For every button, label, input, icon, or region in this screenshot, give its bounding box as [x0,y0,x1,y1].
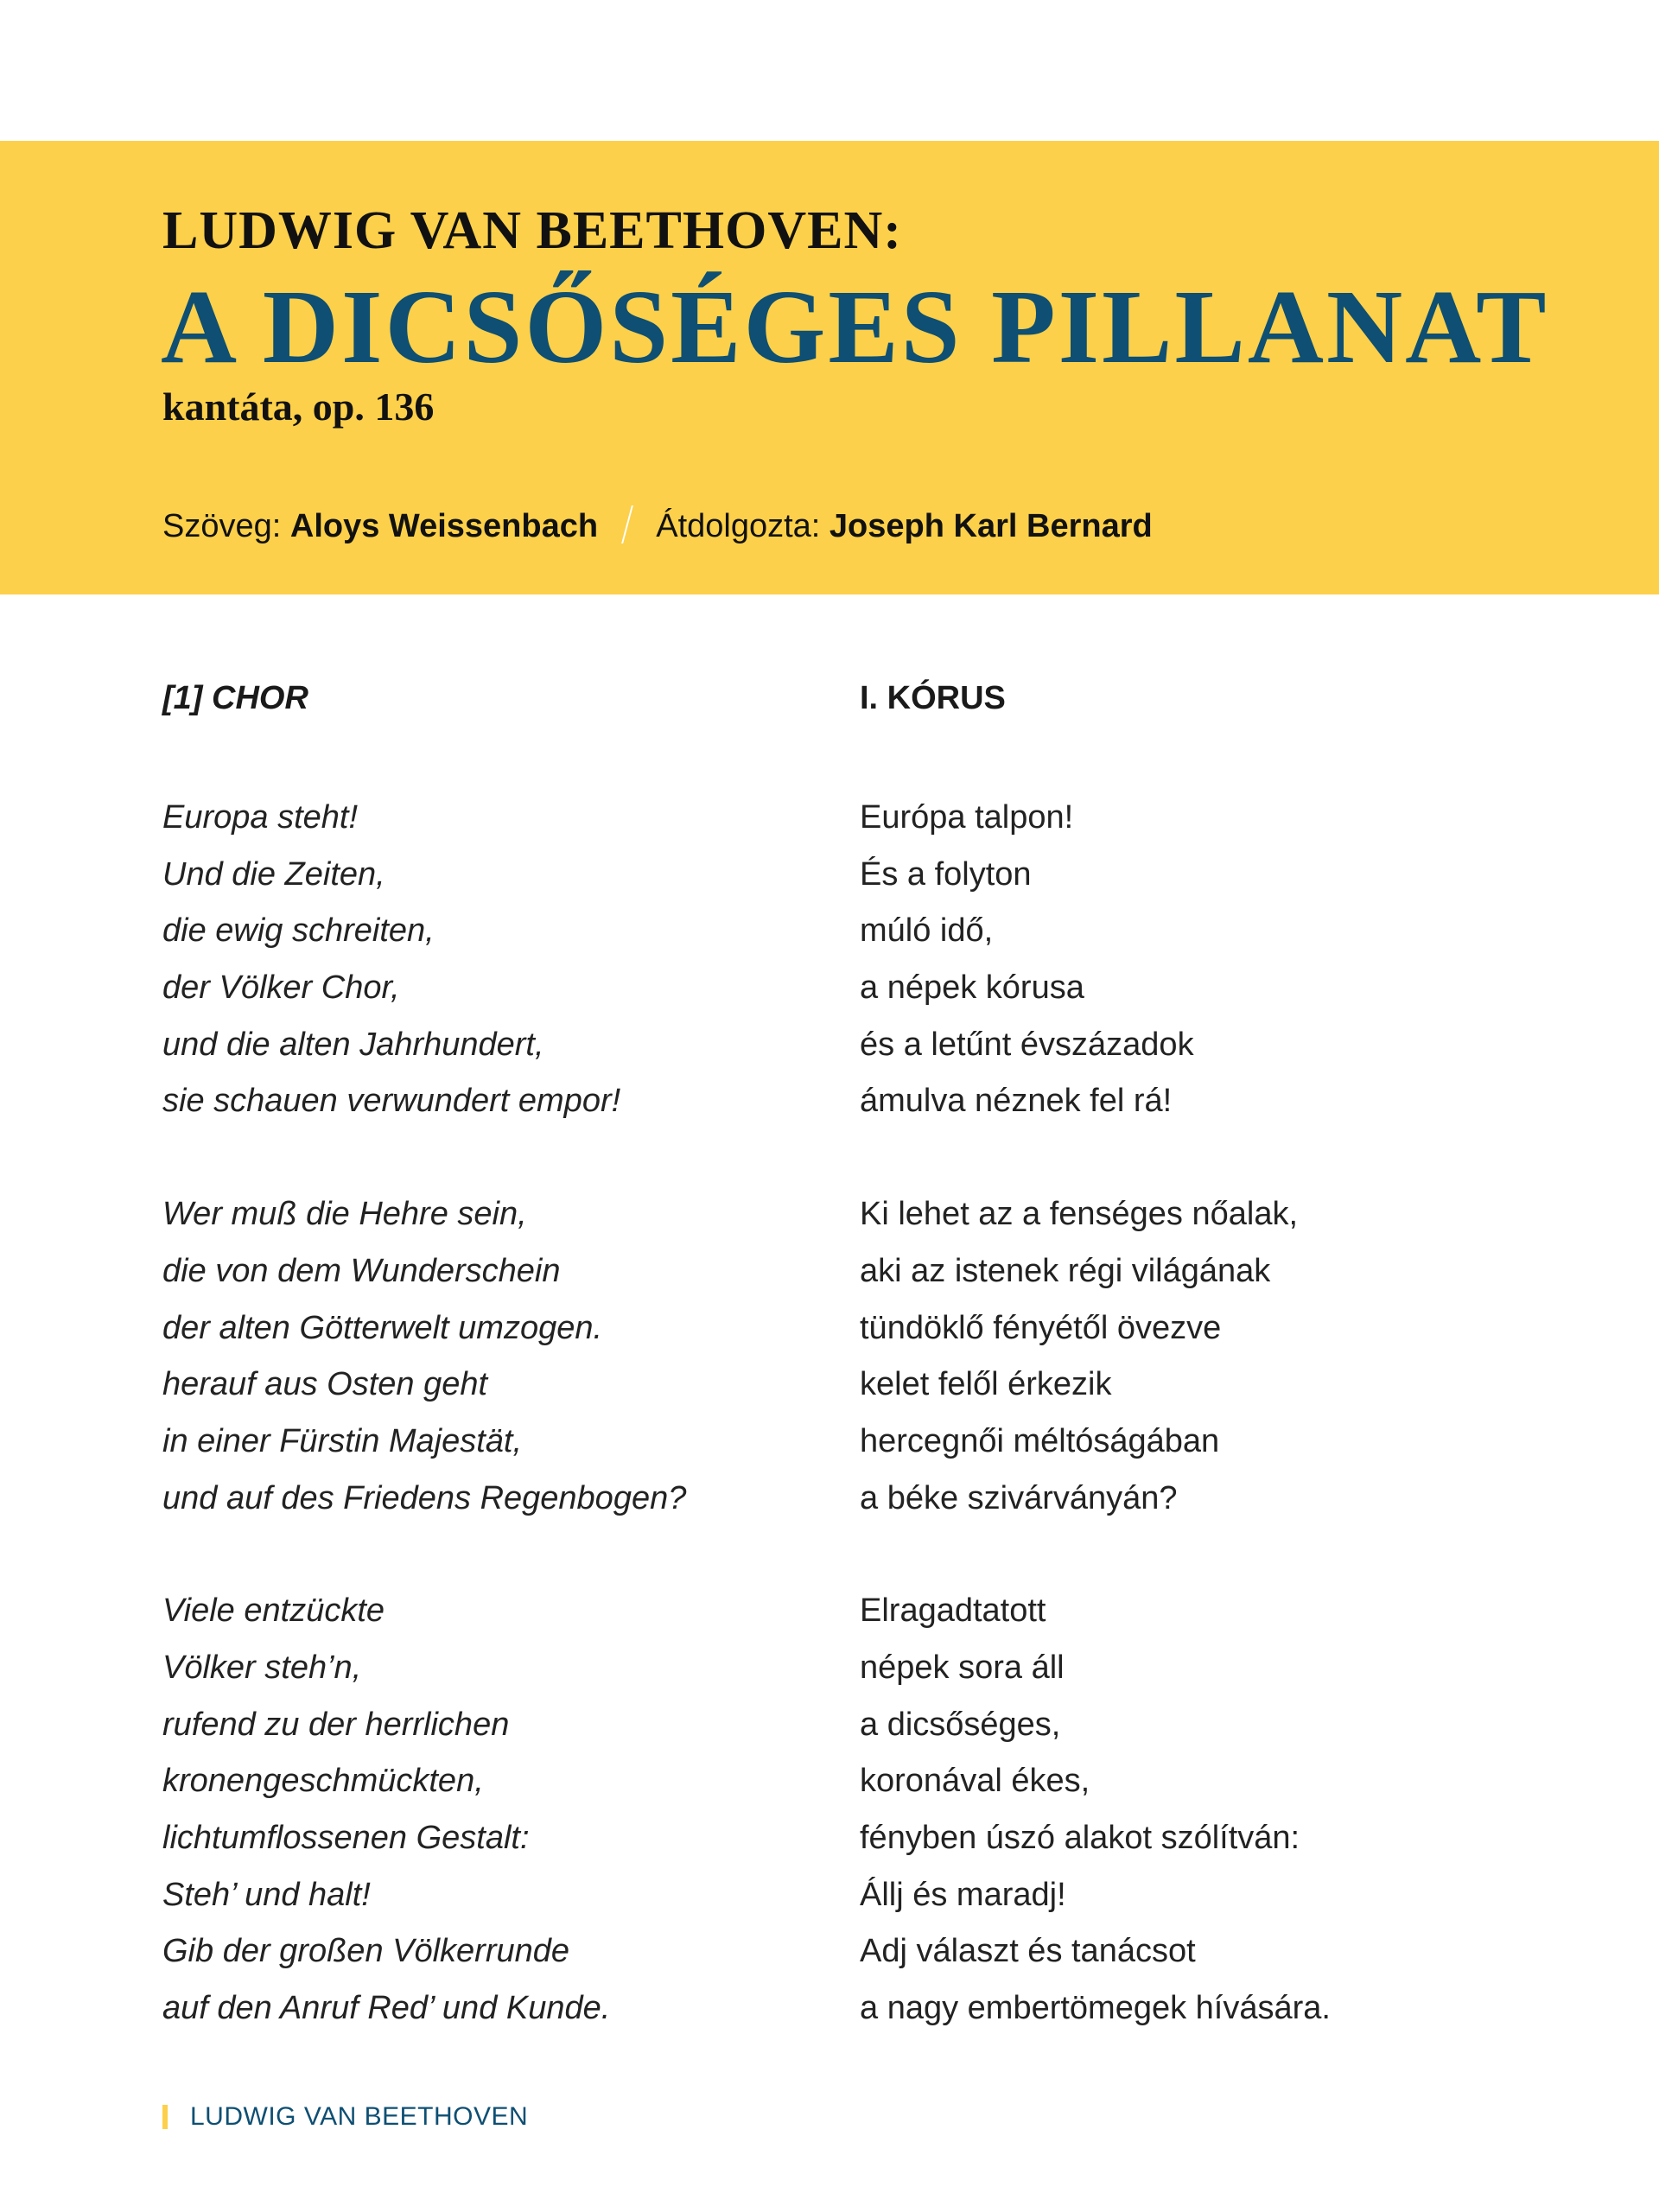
page-title: A DICSŐSÉGES PILLANAT [161,269,1549,385]
verse-line: der alten Götterwelt umzogen. [162,1309,603,1346]
verse-line: Viele entzückte [162,1592,385,1630]
german-section-heading: [1] CHOR [162,680,308,716]
verse-line: a béke szivárványán? [860,1479,1178,1516]
footer-running-title: LUDWIG VAN BEETHOVEN [190,2102,529,2131]
hungarian-text-column [860,676,1516,2094]
verse-line: népek sora áll [860,1649,1065,1686]
verse-line: a nagy embertömegek hívására. [860,1990,1331,2027]
verse-line: der Völker Chor, [162,969,400,1007]
verse-line: tündöklő fényétől övezve [860,1309,1222,1346]
verse-line: fényben úszó alakot szólítván: [860,1820,1300,1856]
verse-line: aki az istenek régi világának [860,1252,1271,1289]
verse-line: múló idő, [860,912,994,950]
verse-line: herauf aus Osten geht [162,1366,488,1403]
verse-line: lichtumflossenen Gestalt: [162,1820,530,1856]
hungarian-stanza-2 [860,1186,1516,1527]
verse-line: kelet felől érkezik [860,1366,1112,1403]
verse-line: rufend zu der herrlichen [162,1706,510,1743]
verse-line: Gib der großen Völkerrunde [162,1933,570,1970]
verse-line: Europa steht! [162,799,359,836]
verse-line: a dicsőséges, [860,1706,1061,1743]
credits-divider [621,505,633,543]
verse-line: és a letűnt évszázadok [860,1026,1194,1063]
verse-line: und auf des Friedens Regenbogen? [162,1479,687,1516]
adapted-label: Átdolgozta: [656,508,821,544]
verse-line: kronengeschmückten, [162,1763,484,1800]
verse-line: die ewig schreiten, [162,912,435,950]
verse-line: Ki lehet az a fenséges nőalak, [860,1196,1299,1233]
verse-line: És a folyton [860,855,1032,893]
verse-line: koronával ékes, [860,1763,1090,1800]
composer-heading: LUDWIG VAN BEETHOVEN: [162,201,902,260]
adapted-author: Joseph Karl Bernard [829,508,1153,544]
page-subtitle: kantáta, op. 136 [162,385,435,429]
verse-line: Und die Zeiten, [162,855,385,893]
hungarian-stanza-1 [860,790,1516,1130]
page-footer [162,2100,528,2134]
footer-accent-bar [162,2105,168,2129]
verse-line: Elragadtatott [860,1592,1046,1630]
verse-line: die von dem Wunderschein [162,1252,561,1289]
german-stanza-1 [162,790,819,1130]
verse-line: Adj választ és tanácsot [860,1933,1196,1970]
hungarian-section-heading: I. KÓRUS [860,680,1006,716]
german-text-column [162,676,819,2094]
text-author: Aloys Weissenbach [289,508,599,544]
verse-line: Európa talpon! [860,799,1074,836]
verse-line: und die alten Jahrhundert, [162,1026,544,1063]
credits-line [162,505,1153,543]
verse-line: sie schauen verwundert empor! [162,1083,621,1120]
verse-line: Völker steh’n, [162,1649,362,1686]
german-stanza-3 [162,1583,819,2037]
verse-line: ámulva néznek fel rá! [860,1083,1173,1120]
verse-line: Steh’ und halt! [162,1876,371,1913]
verse-line: auf den Anruf Red’ und Kunde. [162,1990,611,2027]
verse-line: hercegnői méltóságában [860,1422,1220,1459]
verse-line: Wer muß die Hehre sein, [162,1196,527,1233]
verse-line: in einer Fürstin Majestät, [162,1422,523,1459]
hungarian-stanza-3 [860,1583,1516,2037]
verse-line: a népek kórusa [860,969,1084,1007]
text-label: Szöveg: [162,508,282,544]
german-stanza-2 [162,1186,819,1527]
verse-line: Állj és maradj! [860,1876,1066,1913]
